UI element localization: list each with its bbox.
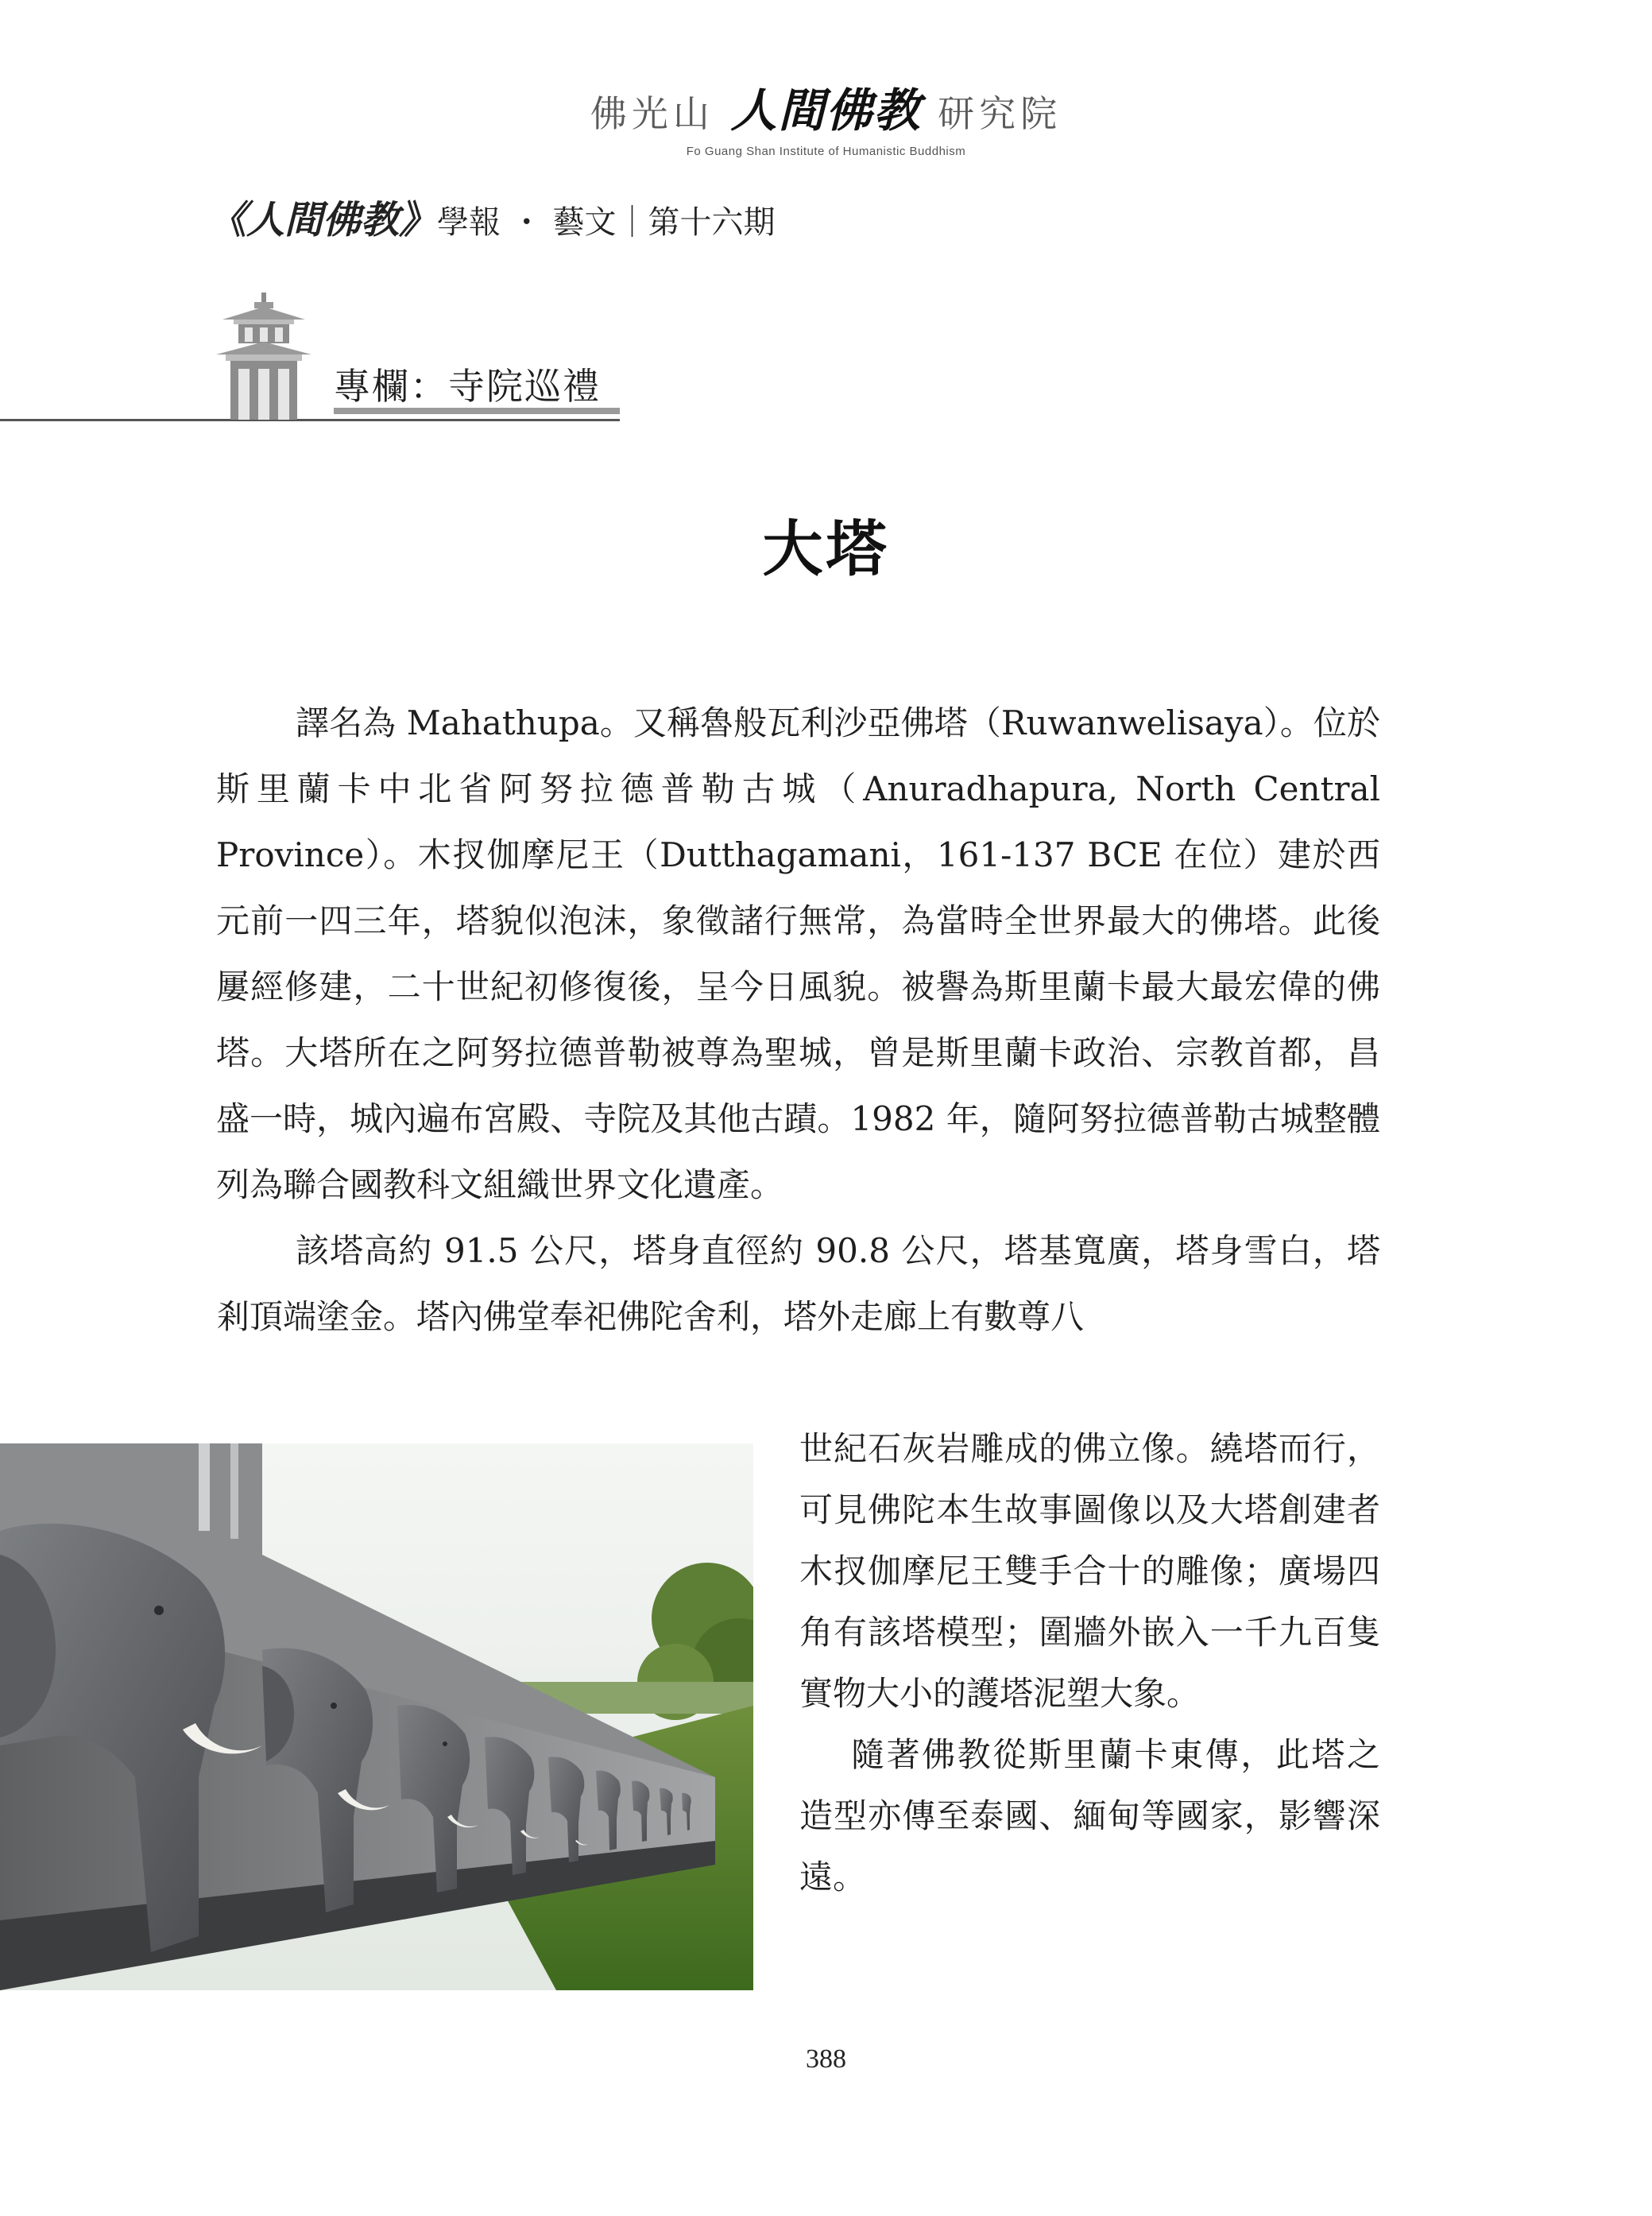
paragraph-2-start: 該塔高約 91.5 公尺，塔身直徑約 90.8 公尺，塔基寬廣，塔身雪白，塔剎頂端塗金。塔內佛堂奉祀佛陀舍利，塔外走廊上有數尊八 [216, 1231, 1380, 1336]
article-body-wrapped [799, 1418, 1380, 1908]
institute-masthead [0, 73, 1652, 158]
institute-name-pre: 佛光山 [590, 92, 714, 135]
journal-title: 《人間佛教》 [208, 198, 438, 242]
page-number: 388 [806, 2044, 846, 2074]
elephant-wall-photo [0, 1443, 753, 1990]
journal-issue: 學報 ・ 藝文｜第十六期 [437, 204, 776, 241]
paragraph-3: 隨著佛教從斯里蘭卡東傳，此塔之造型亦傳至泰國、緬甸等國家，影響深遠。 [799, 1735, 1380, 1896]
article-body [216, 690, 1380, 1350]
article-title: 大塔 [762, 513, 890, 584]
column-title-underline [334, 408, 620, 414]
institute-name-post: 研究院 [938, 92, 1062, 135]
institute-brand-logotype: 人間佛教 [730, 83, 922, 138]
institute-name-en: Fo Guang Shan Institute of Humanistic Buddhism [686, 145, 966, 158]
paragraph-1: 譯名為 Mahathupa。又稱魯般瓦利沙亞佛塔（Ruwanwelisaya）。位於斯里蘭卡中北省阿努拉德普勒古城（Anuradhapura, North Central Province）。木扠伽摩尼王（Dutthagamani，161-137 BCE 在位）建於西元前一四三年，塔貌似泡沫，象徵諸行無常，為當時全世界最大的佛塔。此後屢經修建，二十世紀初修復後，呈今日風貌。被譽為斯里蘭卡最大最宏偉的佛塔。大塔所在之阿努拉德普勒被尊為聖城，曾是斯里蘭卡政治、宗教首都，昌盛一時，城內遍布宮殿、寺院及其他古蹟。1982 年，隨阿努拉德普勒古城整體列為聯合國教科文組織世界文化遺產。 [216, 703, 1380, 1204]
institute-name-cn [0, 73, 1652, 140]
paragraph-2-end: 世紀石灰岩雕成的佛立像。繞塔而行，可見佛陀本生故事圖像以及大塔創建者木扠伽摩尼王雙手合十的雕像；廣場四角有該塔模型；圍牆外嵌入一千九百隻實物大小的護塔泥塑大象。 [799, 1429, 1380, 1713]
journal-running-head [208, 189, 775, 244]
column-title: 專欄：寺院巡禮 [334, 365, 601, 408]
pagoda-icon [216, 292, 311, 420]
